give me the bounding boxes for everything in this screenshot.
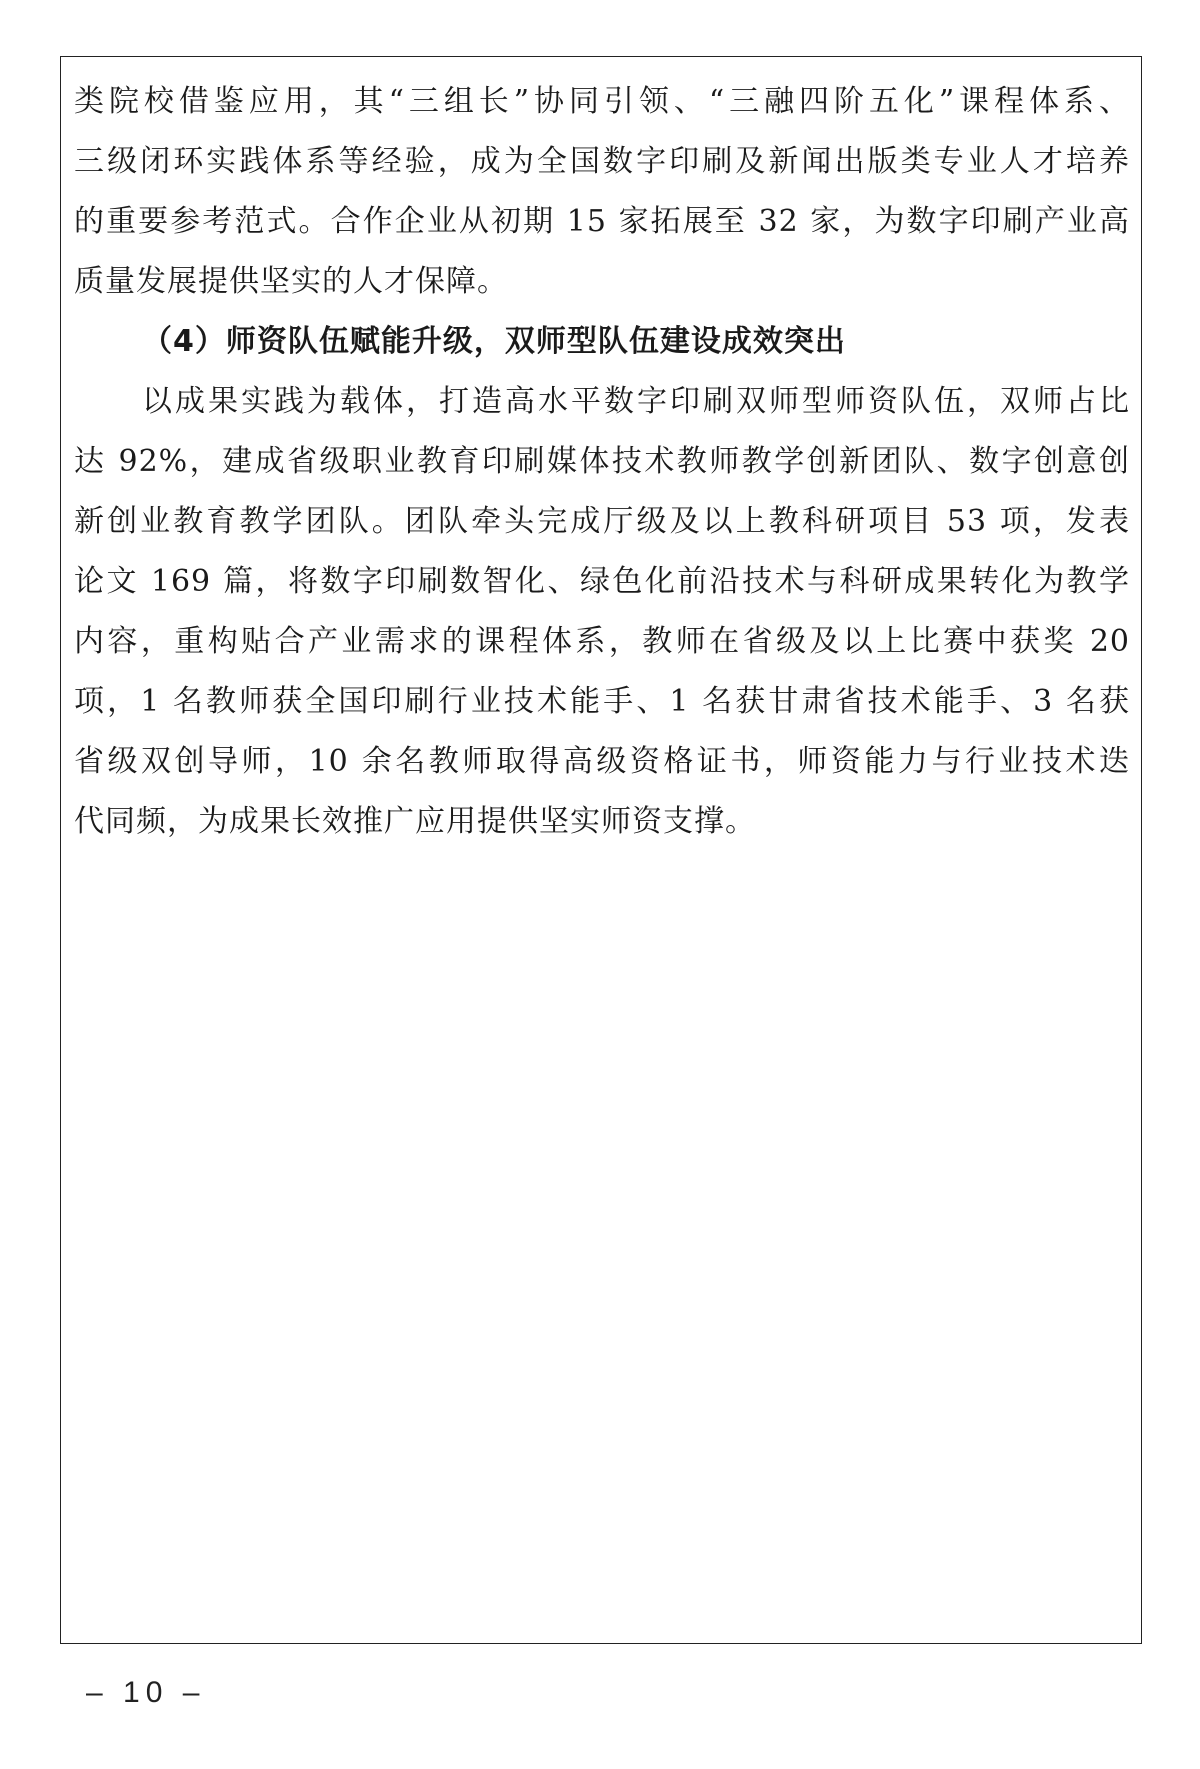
page-number: – 10 – bbox=[86, 1676, 206, 1709]
document-body bbox=[74, 72, 1130, 852]
text-line: 的重要参考范式。合作企业从初期 15 家拓展至 32 家，为数字印刷产业高 bbox=[74, 204, 1130, 239]
text-line: 省级双创导师，10 余名教师取得高级资格证书，师资能力与行业技术迭 bbox=[74, 744, 1130, 779]
text-line: 质量发展提供坚实的人才保障。 bbox=[74, 264, 508, 299]
text-line: 代同频，为成果长效推广应用提供坚实师资支撑。 bbox=[74, 804, 756, 839]
text-line: 内容，重构贴合产业需求的课程体系，教师在省级及以上比赛中获奖 20 bbox=[74, 624, 1130, 659]
text-line: 类院校借鉴应用，其“三组长”协同引领、“三融四阶五化”课程体系、 bbox=[74, 84, 1130, 119]
paragraph-cultivation-model bbox=[74, 72, 1130, 312]
text-line: 达 92%，建成省级职业教育印刷媒体技术教师教学创新团队、数字创意创 bbox=[74, 444, 1130, 479]
text-line: 三级闭环实践体系等经验，成为全国数字印刷及新闻出版类专业人才培养 bbox=[74, 144, 1130, 179]
text-line: 以成果实践为载体，打造高水平数字印刷双师型师资队伍，双师占比 bbox=[142, 384, 1130, 419]
paragraph-faculty-team bbox=[74, 372, 1130, 852]
text-line: 项，1 名教师获全国印刷行业技术能手、1 名获甘肃省技术能手、3 名获 bbox=[74, 684, 1130, 719]
section-heading: （4）师资队伍赋能升级，双师型队伍建设成效突出 bbox=[142, 324, 846, 359]
text-line: 论文 169 篇，将数字印刷数智化、绿色化前沿技术与科研成果转化为教学 bbox=[74, 564, 1130, 599]
text-line: 新创业教育教学团队。团队牵头完成厅级及以上教科研项目 53 项，发表 bbox=[74, 504, 1130, 539]
